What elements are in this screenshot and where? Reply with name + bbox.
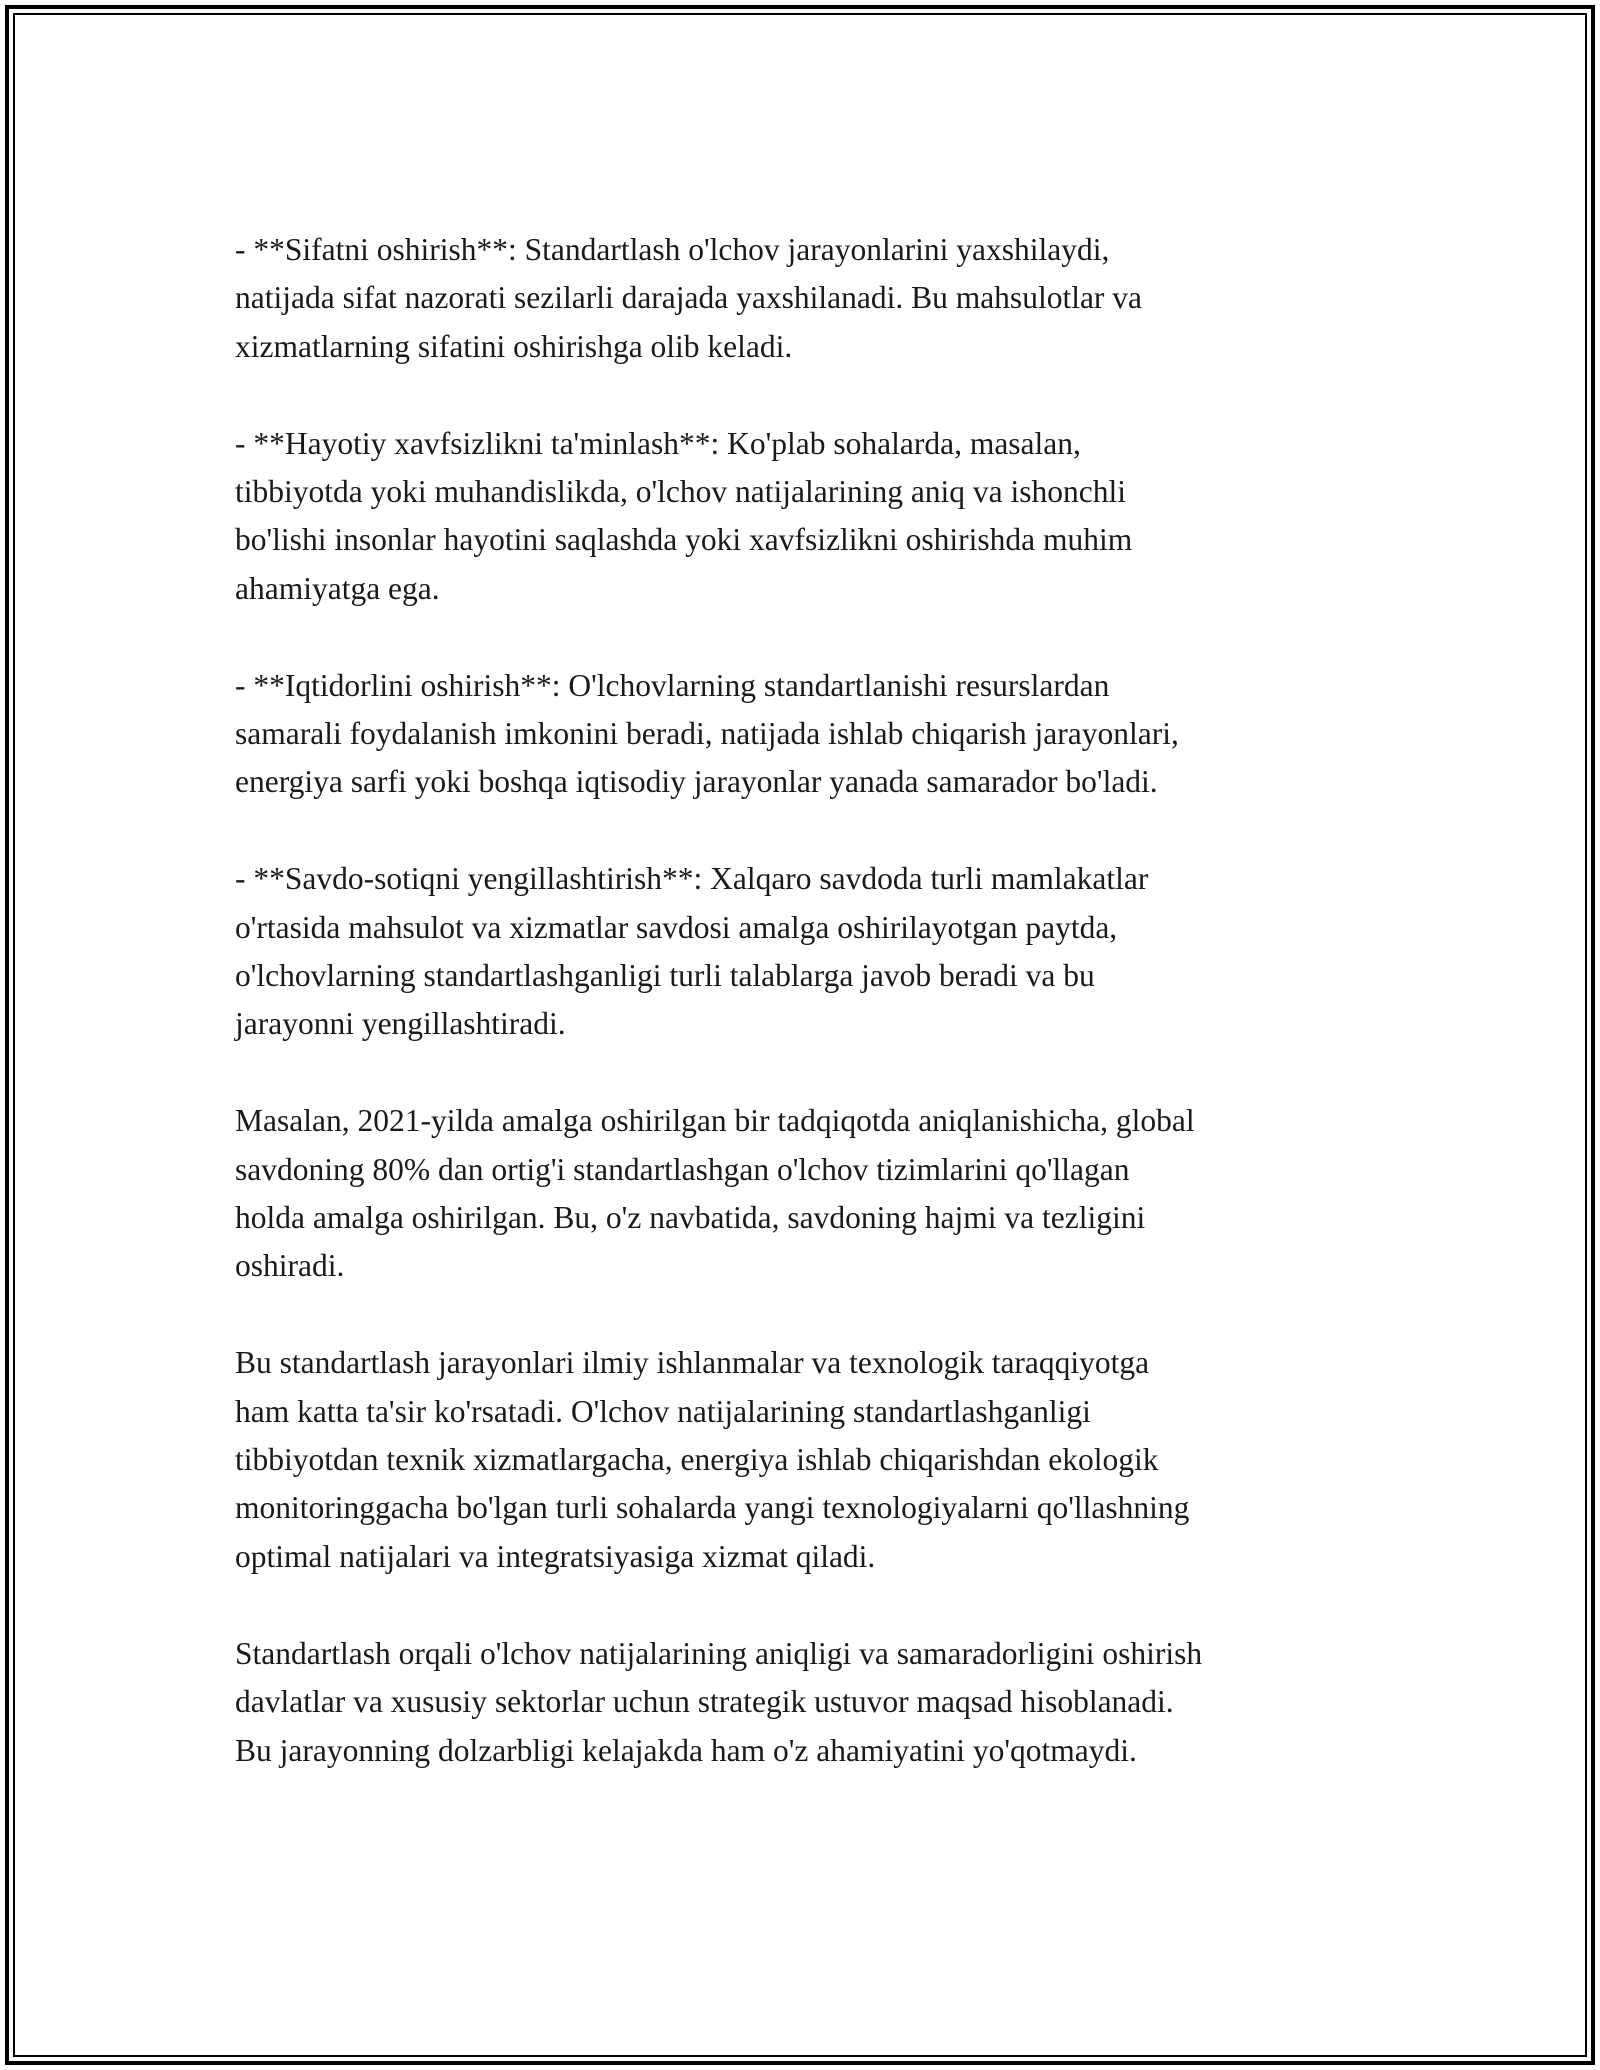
document-body bbox=[235, 226, 1375, 1775]
paragraph-conclusion: Standartlash orqali o'lchov natijalarining aniqligi va samaradorligini oshirish davlatlar va xususiy sektorlar uchun strategik ustuvor maqsad hisoblanadi. Bu jarayonning dolzarbligi kelajakda ham o'z ahamiyatini yo'qotmaydi. bbox=[235, 1635, 1203, 1768]
bullet-hayotiy-xavfsizlik: - **Hayotiy xavfsizlikni ta'minlash**: Ko'plab sohalarda, masalan, tibbiyotda yoki muhandislikda, o'lchov natijalarining aniq va ishonchli bo'lishi insonlar hayotini saqlashda yoki xavfsizlikni oshirishda muhim ahamiyatga ega. bbox=[235, 425, 1133, 606]
paragraph-texnologik-taraqqiyot: Bu standartlash jarayonlari ilmiy ishlanmalar va texnologik taraqqiyotga ham katta ta'sir ko'rsatadi. O'lchov natijalarining standartlashganligi tibbiyotdan texnik xizmatlargacha, energiya ishlab chiqarishdan ekologik monitoringgacha bo'lgan turli sohalarda yangi texnologiyalarni qo'llashning optimal natijalari va integratsiyasiga xizmat qiladi. bbox=[235, 1345, 1190, 1574]
bullet-iqtidorlini-oshirish: - **Iqtidorlini oshirish**: O'lchovlarning standartlanishi resurslardan samarali foydalanish imkonini beradi, natijada ishlab chiqarish jarayonlari, energiya sarfi yoki boshqa iqtisodiy jarayonlar yanada samarador bo'ladi. bbox=[235, 667, 1179, 800]
bullet-savdo-sotiq: - **Savdo-sotiqni yengillashtirish**: Xalqaro savdoda turli mamlakatlar o'rtasida mahsulot va xizmatlar savdosi amalga oshirilayotgan paytda, o'lchovlarning standartlashganligi turli talablarga javob beradi va bu jarayonni yengillashtiradi. bbox=[235, 861, 1149, 1042]
bullet-sifatni-oshirish: - **Sifatni oshirish**: Standartlash o'lchov jarayonlarini yaxshilaydi, natijada sifat nazorati sezilarli darajada yaxshilanadi. Bu mahsulotlar va xizmatlarning sifatini oshirishga olib keladi. bbox=[235, 232, 1143, 364]
paragraph-masalan: Masalan, 2021-yilda amalga oshirilgan bir tadqiqotda aniqlanishicha, global savdoning 80% dan ortig'i standartlashgan o'lchov tizimlarini qo'llagan holda amalga oshirilgan. Bu, o'z navbatida, savdoning hajmi va tezligini oshiradi. bbox=[235, 1103, 1195, 1284]
